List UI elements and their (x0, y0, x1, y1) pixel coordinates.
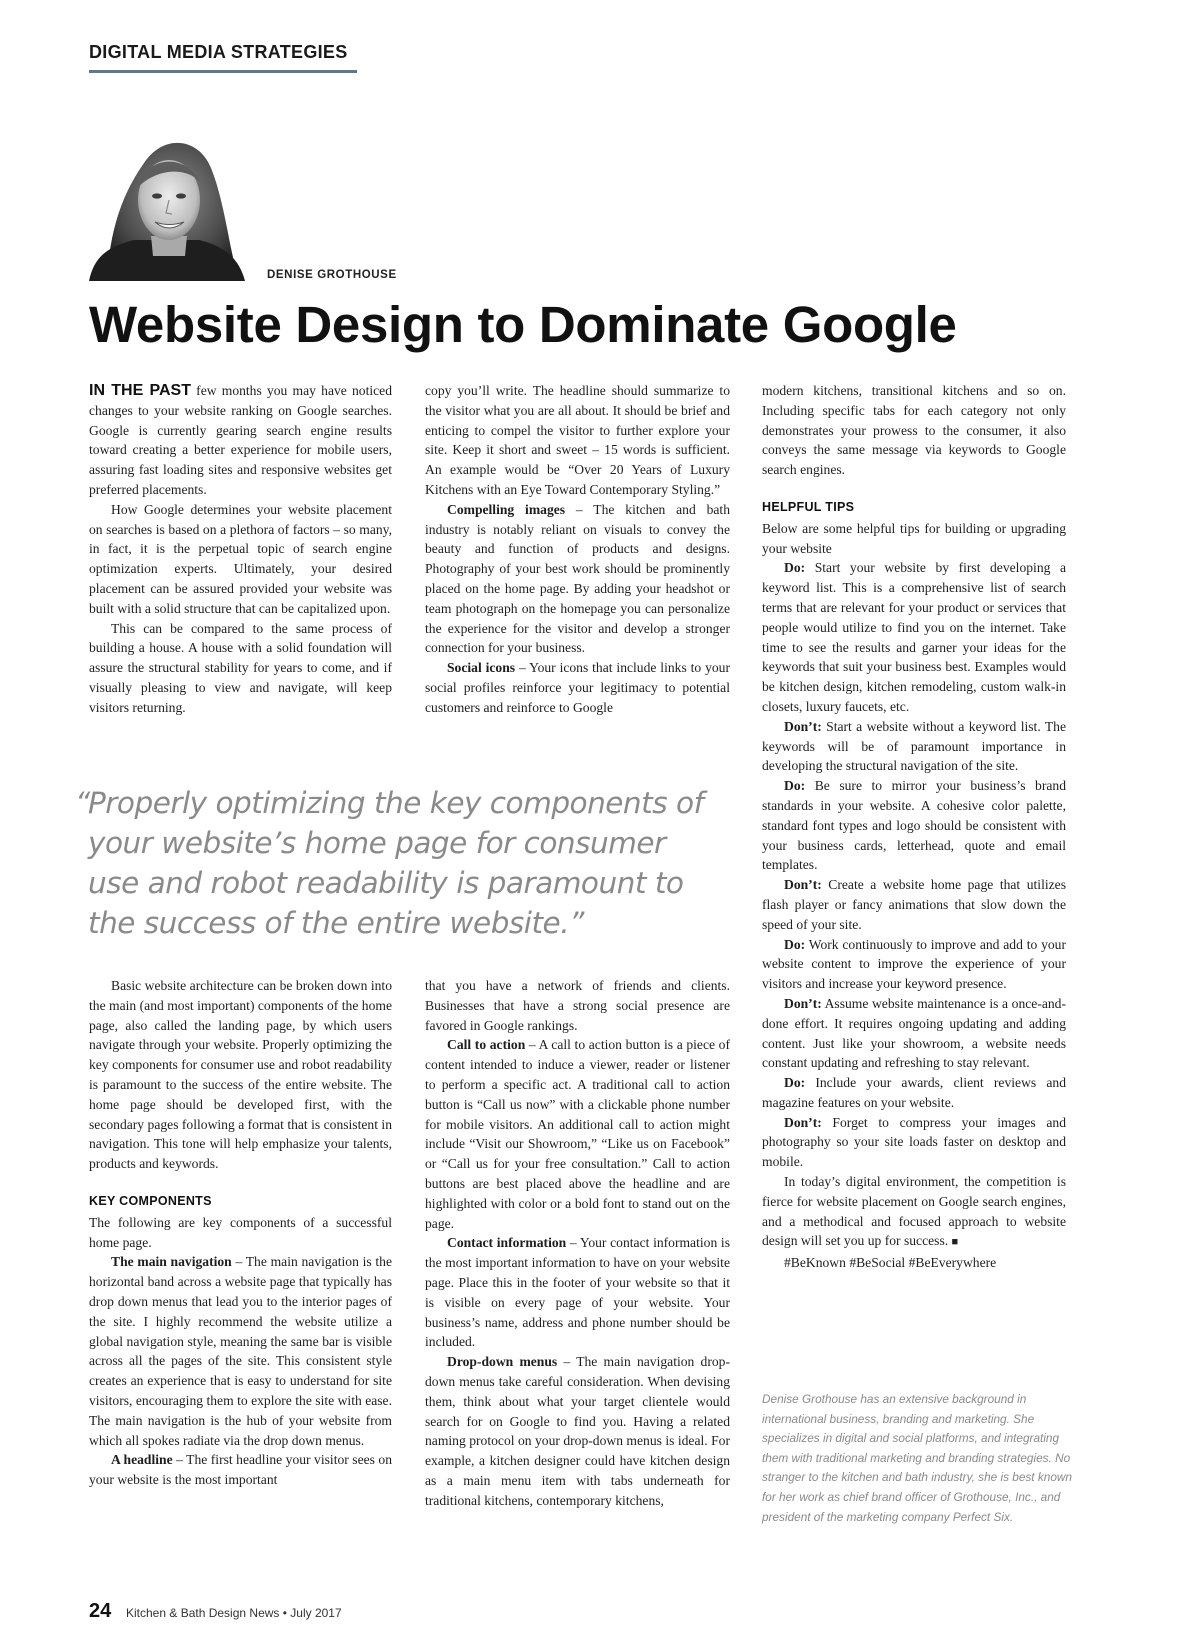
column-1-top (89, 381, 392, 718)
run-in-head: Call to action (447, 1037, 526, 1053)
paragraph-text: – The main navigation is the horizontal band across a website page that typically has drop down menus that lead you to the interior pages of the site. I highly recommend the website utilize a global navigation style, meaning the same bar is visible across all the pages of the site. This consistent style creates an experience that is easy to understand for site visitors, encouraging them to explore the site with ease. The main navigation is the hub of your website from which all spokes radiate via the drop down menus. (89, 1254, 392, 1448)
author-byline: DENISE GROTHOUSE (267, 269, 397, 281)
tip-label: Don’t: (784, 1114, 822, 1130)
paragraph-text: – A call to action button is a piece of content intended to induce a viewer, reader or listener to perform a specific act. A traditional call to action button is “Call us now” with a clickable phone number for mobile visitors. An additional call to action might include “Visit our Showroom,” “Like us on Facebook” or “Call us for your free consultation.” Call to action buttons are best placed above the headline and are highlighted with color or a bold font to stand out on the page. (425, 1037, 730, 1231)
paragraph-text: – Your contact information is the most important information to have on your website page. Place this in the footer of your website so that it is visible on every page of your website. Your business’s name, address and phone number should be included. (425, 1235, 730, 1350)
author-bio: Denise Grothouse has an extensive background in international business, branding and marketing. She specializes in digital and social platforms, and integrating them with traditional marketing and branding strategies. No stranger to the kitchen and bath industry, she is best known for her work as chief brand officer of Grothouse, Inc., and president of the marketing company Perfect Six. (762, 1392, 1072, 1524)
paragraph: This can be compared to the same process of building a house. A house with a solid foundation will assure the structural stability for years to come, and if visually pleasing to view and navigate, will keep visitors returning. (89, 620, 392, 715)
run-in-head: Social icons (447, 660, 516, 676)
tip-text: Start a website without a keyword list. The keywords will be of paramount importance in developing the structural navigation of the site. (762, 718, 1066, 774)
paragraph (425, 658, 730, 717)
paragraph: Below are some helpful tips for building or upgrading your website (762, 520, 1066, 556)
column-2-top (425, 381, 730, 718)
author-portrait-image (89, 128, 245, 281)
run-in-head: Compelling images (447, 501, 566, 517)
tip-item (762, 1073, 1066, 1113)
tip-text: Create a website home page that utilizes flash player or fancy animations that slow down the speed of your site. (762, 877, 1066, 932)
paragraph-text: In today’s digital environment, the competition is fierce for website placement on Google search engines, and a methodical and focused approach to website design will set you up for success. (762, 1174, 1066, 1249)
end-mark-icon: ■ (951, 1236, 959, 1249)
tip-text: Forget to compress your images and photography so your site loads faster on desktop and mobile. (762, 1114, 1066, 1170)
tip-text: Assume website maintenance is a once-and-done effort. It requires ongoing updating and adding content. Just like your showroom, a website needs constant updating and refreshing to stay relevant. (762, 995, 1066, 1071)
column-3 (762, 381, 1066, 1273)
paragraph (425, 500, 730, 658)
tip-text: Be sure to mirror your business’s brand standards in your website. A cohesive color palette, standard font types and logo should be consistent with your business cards, letterhead, quote and email templates. (762, 778, 1066, 873)
article-title: Website Design to Dominate Google (89, 296, 957, 353)
tip-item (762, 994, 1066, 1073)
paragraph-text: – The main navigation drop-down menus take careful consideration. When devising them, think about what your target clientele would search for on Google to find you. Having a related naming protocol on your drop-down menus is ideal. For example, a kitchen designer could have kitchen design as a main menu item with tabs underneath for traditional kitchens, contemporary kitchens, (425, 1354, 731, 1508)
tip-item (762, 1113, 1066, 1172)
tip-item (762, 558, 1066, 716)
paragraph (425, 1035, 730, 1233)
tip-label: Don’t: (784, 877, 822, 893)
tip-label: Don’t: (784, 995, 822, 1011)
paragraph-text: few months you may have noticed changes to your website ranking on Google searches. Google is currently gearing search engine results toward creating a better experience for mobile users, assuring fast loading sites and responsive websites get preferred placements. (89, 383, 393, 497)
run-in-head: A headline (111, 1452, 173, 1468)
tip-text: Include your awards, client reviews and magazine features on your website. (762, 1075, 1066, 1110)
paragraph: copy you’ll write. The headline should summarize to the visitor what you are all about. It should be brief and enticing to compel the visitor to further explore your site. Keep it short and sweet – 15 words is sufficient. An example would be “Over 20 Years of Luxury Kitchens with an Eye Toward Contemporary Styling.” (425, 383, 730, 497)
paragraph: The following are key components of a successful home page. (89, 1214, 392, 1250)
paragraph-text: – Your icons that include links to your social profiles reinforce your legitimacy to potential customers and reinforce to Google (425, 660, 730, 715)
publication-info: Kitchen & Bath Design News • July 2017 (126, 1606, 342, 1620)
paragraph (425, 1352, 730, 1510)
section-rule (89, 70, 357, 73)
paragraph (89, 381, 392, 500)
paragraph-text: – The kitchen and bath industry is notably reliant on visuals to convey the beauty and function of products and designs. Photography of your best work should be prominently placed on the home page. By adding your headshot or team photograph on the homepage you can personalize the experience for the visitor and develop a stronger connection for your business. (425, 501, 730, 656)
column-2-bottom (425, 976, 730, 1511)
subhead-key-components: KEY COMPONENTS (89, 1193, 212, 1208)
lead-in-caps: IN THE PAST (89, 382, 191, 399)
paragraph (425, 1233, 730, 1352)
pull-quote-text: Properly optimizing the key components of your website’s home page for consumer use and robot readability is paramount to the success of the entire website.” (88, 786, 704, 940)
column-1-bottom (89, 976, 392, 1490)
open-quote-mark: “ (75, 786, 90, 820)
run-in-head: Contact information (447, 1235, 567, 1251)
run-in-head: The main navigation (111, 1254, 232, 1270)
paragraph: How Google determines your website placement on searches is based on a plethora of factors – so many, in fact, it is the perpetual topic of search engine optimization experts. Ultimately, your desired placement can be assured provided your website was built with a solid structure that can be capitalized upon. (89, 501, 392, 616)
tip-item (762, 717, 1066, 776)
paragraph (89, 1252, 392, 1450)
tip-text: Work continuously to improve and add to your website content to improve the experience of your visitors and increase your keyword presence. (762, 936, 1066, 992)
page-number: 24 (89, 1600, 112, 1622)
tip-label: Do: (784, 936, 806, 952)
author-photo (89, 128, 245, 281)
paragraph (762, 1172, 1066, 1253)
tip-label: Do: (784, 778, 806, 794)
tip-label: Don’t: (784, 718, 822, 734)
tip-label: Do: (784, 1075, 806, 1091)
pull-quote (75, 783, 725, 943)
paragraph: modern kitchens, transitional kitchens and so on. Including specific tabs for each category not only demonstrates your prowess to the consumer, it also conveys the same message via keywords to Google search engines. (762, 383, 1066, 478)
paragraph: Basic website architecture can be broken down into the main (and most important) components of the home page, also called the landing page, by which users navigate through your website. Properly optimizing the key components for consumer use and robot readability is paramount to the success of the entire website. The home page should be developed first, with the secondary pages following a format that is consistent in navigation. This tone will help emphasize your talents, products and keywords. (89, 978, 392, 1172)
hashtags: #BeKnown #BeSocial #BeEverywhere (784, 1255, 997, 1271)
tip-item (762, 776, 1066, 875)
run-in-head: Drop-down menus (447, 1354, 558, 1370)
section-label: DIGITAL MEDIA STRATEGIES (89, 42, 348, 62)
paragraph-text: – The first headline your visitor sees on your website is the most important (89, 1452, 392, 1488)
paragraph: that you have a network of friends and clients. Businesses that have a strong social presence are favored in Google rankings. (425, 978, 730, 1033)
subhead-helpful-tips: HELPFUL TIPS (762, 499, 855, 514)
tip-item (762, 875, 1066, 934)
tip-label: Do: (784, 560, 806, 576)
tip-text: Start your website by first developing a keyword list. This is a comprehensive list of search terms that are relevant for your product or services that people would utilize to find you on the internet. Take time to see the results and garner your ideas for the keywords that suit your business best. Examples would be kitchen design, kitchen remodeling, custom walk-in closets, luxury faucets, etc. (762, 560, 1066, 714)
tip-item (762, 935, 1066, 994)
paragraph (89, 1450, 392, 1490)
